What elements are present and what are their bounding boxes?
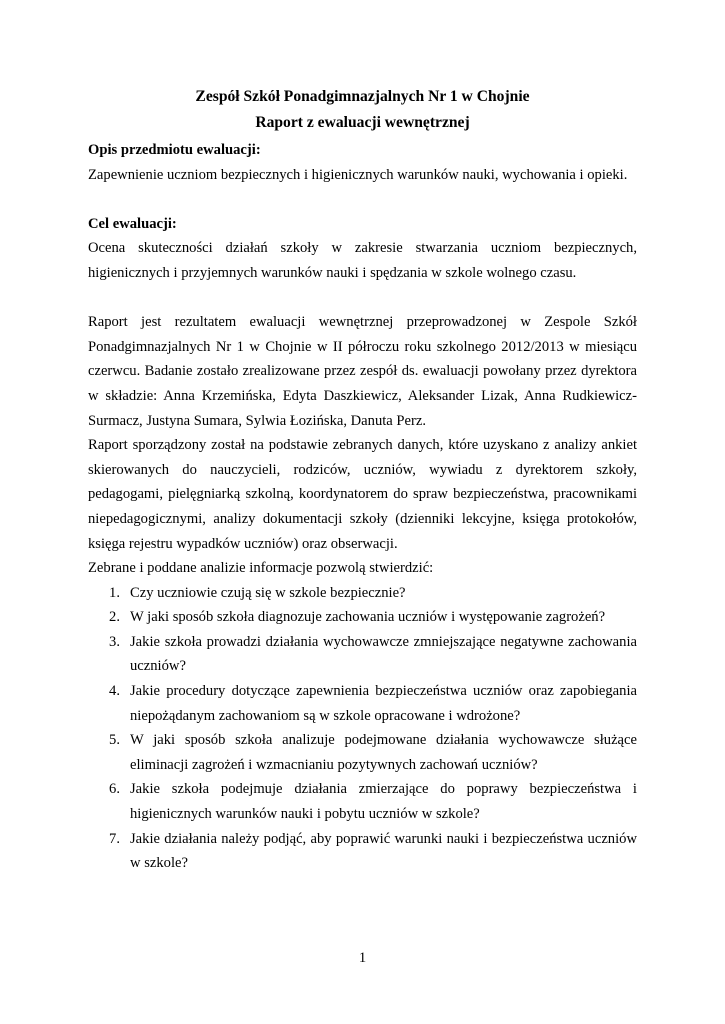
report-paragraph-2: Raport sporządzony został na podstawie zebranych danych, które uzyskano z analizy ankiet skierowanych do nauczycieli, rodziców, uczniów, wywiadu z dyrektorem szkoły, pedagogami, pielęgniarką szkolną, koordynatorem do spraw bezpieczeństwa, pracownikami niepedagogicznymi, analizy dokumentacji szkoły (dzienniki lekcyjne, księga protokołów, księga rejestru wypadków uczniów) oraz obserwacji. <box>88 437 637 552</box>
list-item-text: Czy uczniowie czują się w szkole bezpiecznie? <box>130 584 406 601</box>
list-item <box>88 728 637 777</box>
page-number: 1 <box>358 950 367 966</box>
list-item-text: Jakie szkoła prowadzi działania wychowawcze zmniejszające negatywne zachowania uczniów? <box>130 633 637 675</box>
subject-text: Zapewnienie uczniom bezpiecznych i higienicznych warunków nauki, wychowania i opieki. <box>88 166 628 183</box>
report-title-heading: Raport z ewaluacji wewnętrznej <box>255 114 470 131</box>
list-item-text: Jakie działania należy podjąć, aby poprawić warunki nauki i bezpieczeństwa uczniów w szkole? <box>130 830 637 872</box>
list-item <box>88 777 637 826</box>
goal-text: Ocena skuteczności działań szkoły w zakresie stwarzania uczniom bezpiecznych, higienicznych i przyjemnych warunków nauki i spędzania w szkole wolnego czasu. <box>88 240 637 281</box>
list-item-number: 4. <box>109 683 120 700</box>
list-item <box>88 630 637 679</box>
goal-heading: Cel ewaluacji: <box>88 215 177 232</box>
list-item-number: 7. <box>109 830 120 847</box>
list-item-text: Jakie procedury dotyczące zapewnienia bezpieczeństwa uczniów oraz zapobiegania niepożądanym zachowaniom są w szkole opracowane i wdrożone? <box>130 683 637 724</box>
list-item-text: W jaki sposób szkoła diagnozuje zachowania uczniów i występowanie zagrożeń? <box>130 609 606 626</box>
report-paragraph-1: Raport jest rezultatem ewaluacji wewnętrznej przeprowadzonej w Zespole Szkół Ponadgimnazjalnych Nr 1 w Chojnie w II półroczu roku szkolnego 2012/2013 w miesiącu czerwcu. Badanie zostało zrealizowane przez zespół ds. ewaluacji powołany przez dyrektora w składzie: Anna Krzemińska, Edyta Daszkiewicz, Aleksander Lizak, Anna Rudkiewicz-Surmacz, Justyna Sumara, Sylwia Łozińska, Danuta Perz. <box>88 314 637 429</box>
school-name-heading: Zespół Szkół Ponadgimnazjalnych Nr 1 w Chojnie <box>195 88 530 105</box>
report-paragraph-3: Zebrane i poddane analizie informacje pozwolą stwierdzić: <box>88 560 434 577</box>
list-item <box>88 605 637 630</box>
list-item-number: 3. <box>109 633 120 650</box>
list-item-number: 6. <box>109 781 120 798</box>
list-item-text: Jakie szkoła podejmuje działania zmierzające do poprawy bezpieczeństwa i higienicznych warunków nauki i pobytu uczniów w szkole? <box>130 781 637 823</box>
list-item-number: 5. <box>109 732 120 749</box>
questions-list <box>88 581 637 876</box>
list-item-number: 1. <box>109 584 120 601</box>
list-item <box>88 679 637 728</box>
list-item <box>88 581 637 606</box>
list-item-number: 2. <box>109 609 120 626</box>
spacer <box>88 286 637 311</box>
list-item <box>88 827 637 876</box>
subject-heading: Opis przedmiotu ewaluacji: <box>88 142 261 158</box>
list-item-text: W jaki sposób szkoła analizuje podejmowane działania wychowawcze służące eliminacji zagrożeń i wzmacnianiu pozytywnych zachowań uczniów? <box>130 732 637 773</box>
spacer <box>88 187 637 212</box>
